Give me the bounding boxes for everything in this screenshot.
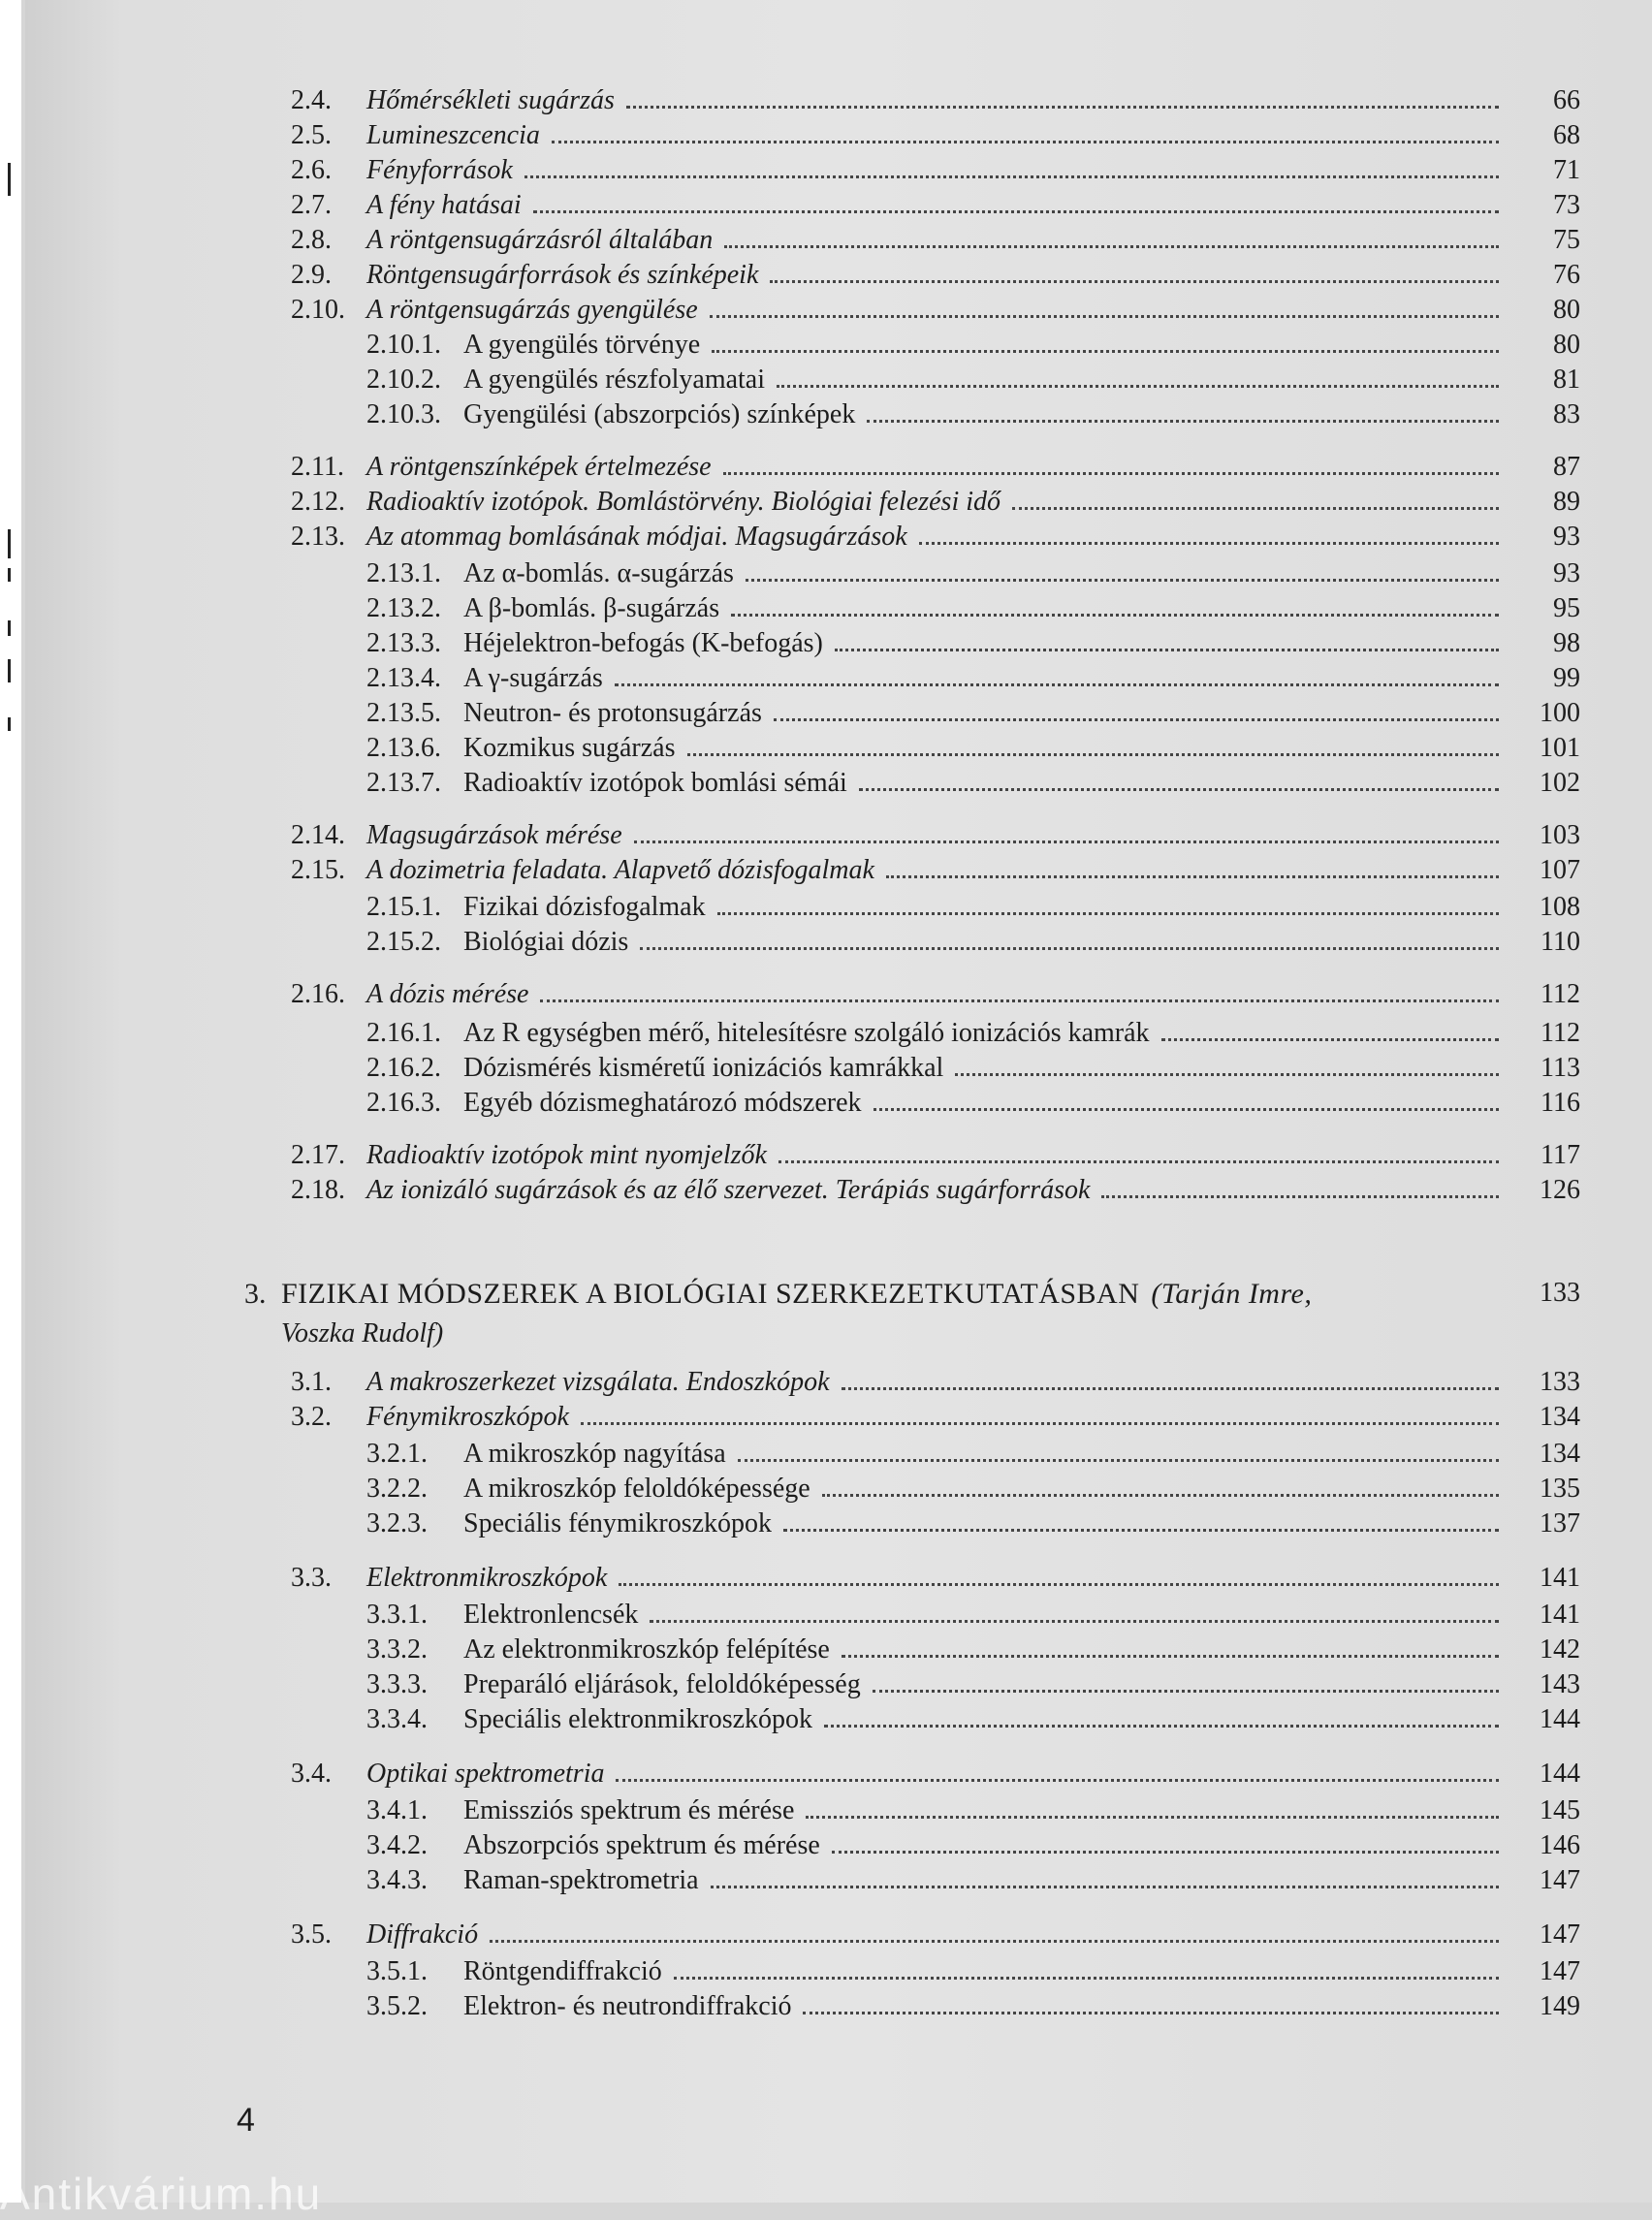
toc-entry bbox=[366, 768, 1580, 807]
toc-entry-number: 3.5.2. bbox=[366, 1991, 428, 2021]
toc-entry-page: 73 bbox=[1553, 190, 1580, 220]
toc-entry bbox=[366, 558, 1580, 597]
toc-entry-page: 68 bbox=[1553, 120, 1580, 150]
dot-leader bbox=[835, 649, 1499, 651]
dot-leader bbox=[777, 385, 1499, 388]
dot-leader bbox=[1101, 1195, 1499, 1198]
toc-entry bbox=[366, 365, 1580, 403]
dot-leader bbox=[626, 106, 1499, 109]
toc-entry bbox=[366, 663, 1580, 702]
toc-entry-number: 3.4.2. bbox=[366, 1830, 428, 1860]
toc-entry-title: Speciális elektronmikroszkópok bbox=[463, 1704, 813, 1734]
dot-leader bbox=[723, 472, 1499, 475]
toc-entry-title: Preparáló eljárások, feloldóképesség bbox=[463, 1669, 861, 1699]
toc-entry-page: 141 bbox=[1540, 1600, 1580, 1630]
toc-entry-title: Az elektronmikroszkóp felépítése bbox=[463, 1634, 830, 1665]
toc-entry-title: Elektronlencsék bbox=[463, 1600, 639, 1630]
dot-leader bbox=[806, 1816, 1499, 1819]
toc-entry-number: 3.4.3. bbox=[366, 1865, 428, 1895]
chapter-page: 133 bbox=[1540, 1278, 1580, 1308]
toc-entry bbox=[366, 1018, 1580, 1057]
dot-leader bbox=[616, 1779, 1499, 1782]
dot-leader bbox=[615, 683, 1499, 686]
toc-entry-page: 145 bbox=[1540, 1795, 1580, 1825]
toc-entry-number: 2.10.1. bbox=[366, 330, 441, 360]
dot-leader bbox=[886, 875, 1499, 878]
dot-leader bbox=[774, 718, 1499, 721]
toc-entry-number: 2.13.2. bbox=[366, 593, 441, 623]
toc-entry bbox=[291, 979, 1580, 1018]
toc-entry-page: 93 bbox=[1553, 558, 1580, 588]
toc-entry-page: 146 bbox=[1540, 1830, 1580, 1860]
toc-entry-title: Elektron- és neutrondiffrakció bbox=[463, 1991, 792, 2021]
toc-entry-title: Egyéb dózismeghatározó módszerek bbox=[463, 1088, 862, 1118]
toc-entry bbox=[366, 1508, 1580, 1547]
toc-entry bbox=[291, 1175, 1580, 1214]
toc-entry bbox=[291, 452, 1580, 491]
chapter-heading bbox=[244, 1278, 1580, 1316]
toc-entry-page: 99 bbox=[1553, 663, 1580, 693]
toc-entry-number: 2.7. bbox=[291, 190, 332, 220]
toc-entry-title: A mikroszkóp feloldóképessége bbox=[463, 1474, 810, 1504]
dot-leader bbox=[724, 245, 1499, 248]
toc-entry-title: Az R egységben mérő, hitelesítésre szolgáló ionizációs kamrák bbox=[463, 1018, 1150, 1048]
toc-entry-title: Emissziós spektrum és mérése bbox=[463, 1795, 795, 1825]
toc-entry bbox=[366, 733, 1580, 772]
dot-leader bbox=[490, 1940, 1499, 1943]
toc-entry bbox=[291, 155, 1580, 194]
toc-entry bbox=[291, 295, 1580, 333]
toc-entry-page: 112 bbox=[1541, 979, 1580, 1009]
toc-entry bbox=[366, 1704, 1580, 1743]
toc-entry-title: Gyengülési (abszorpciós) színképek bbox=[463, 399, 856, 429]
toc-entry bbox=[291, 260, 1580, 299]
toc-entry-title: Röntgendiffrakció bbox=[463, 1956, 662, 1986]
toc-entry-title: Magsugárzások mérése bbox=[366, 820, 622, 850]
toc-entry-page: 80 bbox=[1553, 330, 1580, 360]
toc-entry bbox=[291, 190, 1580, 229]
toc-entry-title: A dozimetria feladata. Alapvető dózisfogalmak bbox=[366, 855, 874, 885]
toc-entry-page: 103 bbox=[1540, 820, 1580, 850]
chapter-authors-continued: Voszka Rudolf) bbox=[281, 1318, 444, 1348]
toc-entry-title: A mikroszkóp nagyítása bbox=[463, 1439, 726, 1469]
chapter-number: 3. bbox=[244, 1278, 267, 1310]
toc-entry bbox=[366, 1865, 1580, 1904]
toc-entry bbox=[366, 927, 1580, 966]
toc-entry-title: Kozmikus sugárzás bbox=[463, 733, 676, 763]
toc-entry-title: Fénymikroszkópok bbox=[366, 1402, 569, 1432]
toc-entry-title: A gyengülés részfolyamatai bbox=[463, 365, 766, 395]
toc-entry-title: Az atommag bomlásának módjai. Magsugárzások bbox=[366, 522, 907, 552]
toc-entry-page: 75 bbox=[1553, 225, 1580, 255]
toc-entry bbox=[291, 1402, 1580, 1441]
toc-entry-number: 2.12. bbox=[291, 487, 345, 517]
toc-entry-number: 2.13.3. bbox=[366, 628, 441, 658]
toc-entry bbox=[291, 820, 1580, 859]
toc-entry-page: 134 bbox=[1540, 1439, 1580, 1469]
toc-entry-number: 3.2.1. bbox=[366, 1439, 428, 1469]
toc-entry bbox=[366, 1439, 1580, 1477]
toc-entry-title: A gyengülés törvénye bbox=[463, 330, 701, 360]
toc-entry-title: Neutron- és protonsugárzás bbox=[463, 698, 762, 728]
toc-entry bbox=[366, 628, 1580, 667]
toc-entry-page: 142 bbox=[1540, 1634, 1580, 1665]
dot-leader bbox=[540, 999, 1499, 1002]
toc-entry-title: Abszorpciós spektrum és mérése bbox=[463, 1830, 820, 1860]
toc-entry-page: 87 bbox=[1553, 452, 1580, 482]
toc-entry bbox=[366, 330, 1580, 368]
dot-leader bbox=[824, 1725, 1499, 1728]
toc-entry-number: 2.13.1. bbox=[366, 558, 441, 588]
toc-entry-page: 149 bbox=[1540, 1991, 1580, 2021]
dot-leader bbox=[533, 210, 1499, 213]
dot-leader bbox=[842, 1387, 1500, 1390]
toc-entry bbox=[366, 1634, 1580, 1673]
dot-leader bbox=[712, 350, 1499, 353]
toc-entry-title: Biológiai dózis bbox=[463, 927, 629, 957]
toc-entry-number: 2.18. bbox=[291, 1175, 345, 1205]
toc-entry-page: 137 bbox=[1540, 1508, 1580, 1538]
toc-entry-number: 3.1. bbox=[291, 1367, 332, 1397]
dot-leader bbox=[770, 280, 1499, 283]
toc-entry bbox=[366, 1956, 1580, 1995]
toc-entry-page: 147 bbox=[1540, 1865, 1580, 1895]
toc-entry-title: Radioaktív izotópok. Bomlástörvény. Biológiai felezési idő bbox=[366, 487, 1001, 517]
toc-entry-page: 100 bbox=[1540, 698, 1580, 728]
dot-leader bbox=[738, 1459, 1499, 1462]
toc-entry bbox=[366, 892, 1580, 931]
toc-entry-title: Fizikai dózisfogalmak bbox=[463, 892, 706, 922]
toc-entry-number: 3.5.1. bbox=[366, 1956, 428, 1986]
toc-entry-number: 3.4.1. bbox=[366, 1795, 428, 1825]
toc-entry-page: 93 bbox=[1553, 522, 1580, 552]
dot-leader bbox=[717, 912, 1499, 915]
toc-entry-page: 83 bbox=[1553, 399, 1580, 429]
toc-entry bbox=[291, 522, 1580, 560]
toc-entry-number: 3.3.3. bbox=[366, 1669, 428, 1699]
dot-leader bbox=[955, 1073, 1499, 1076]
dot-leader bbox=[581, 1422, 1499, 1425]
toc-entry-page: 134 bbox=[1540, 1402, 1580, 1432]
dot-leader bbox=[783, 1529, 1499, 1532]
toc-entry bbox=[291, 120, 1580, 159]
toc-entry-number: 2.10.3. bbox=[366, 399, 441, 429]
toc-entry-number: 2.10. bbox=[291, 295, 345, 325]
toc-entry bbox=[366, 698, 1580, 737]
toc-entry-title: Optikai spektrometria bbox=[366, 1759, 605, 1789]
toc-entry-title: Az ionizáló sugárzások és az élő szervezet. Terápiás sugárforrások bbox=[366, 1175, 1091, 1205]
toc-entry bbox=[366, 399, 1580, 438]
dot-leader bbox=[842, 1655, 1499, 1658]
toc-entry-title: A röntgensugárzás gyengülése bbox=[366, 295, 698, 325]
toc-entry-title: Radioaktív izotópok bomlási sémái bbox=[463, 768, 847, 798]
toc-entry-page: 113 bbox=[1541, 1053, 1580, 1083]
toc-entry-page: 147 bbox=[1540, 1956, 1580, 1986]
dot-leader bbox=[731, 614, 1499, 617]
toc-entry bbox=[291, 1759, 1580, 1797]
toc-entry-number: 3.2.3. bbox=[366, 1508, 428, 1538]
toc-entry-page: 107 bbox=[1540, 855, 1580, 885]
toc-entry bbox=[366, 1053, 1580, 1092]
toc-entry-number: 2.8. bbox=[291, 225, 332, 255]
toc-entry-number: 3.5. bbox=[291, 1919, 332, 1950]
toc-entry bbox=[291, 1563, 1580, 1602]
toc-entry-number: 2.5. bbox=[291, 120, 332, 150]
toc-entry-number: 2.13. bbox=[291, 522, 345, 552]
toc-entry-title: A fény hatásai bbox=[366, 190, 522, 220]
dot-leader bbox=[873, 1690, 1499, 1693]
toc-entry-page: 66 bbox=[1553, 85, 1580, 115]
toc-entry-page: 76 bbox=[1553, 260, 1580, 290]
toc-entry bbox=[291, 1140, 1580, 1179]
toc-entry-page: 81 bbox=[1553, 365, 1580, 395]
toc-entry-number: 3.2.2. bbox=[366, 1474, 428, 1504]
toc-entry-number: 2.13.4. bbox=[366, 663, 441, 693]
dot-leader bbox=[822, 1494, 1499, 1497]
toc-entry-title: A röntgenszínképek értelmezése bbox=[366, 452, 712, 482]
dot-leader bbox=[634, 840, 1499, 843]
watermark: Antikvárium.hu bbox=[0, 2169, 323, 2219]
toc-entry-page: 98 bbox=[1553, 628, 1580, 658]
toc-entry-title: A dózis mérése bbox=[366, 979, 529, 1009]
toc-entry bbox=[291, 855, 1580, 894]
page-number: 4 bbox=[237, 2102, 255, 2139]
toc-entry-number: 3.3.1. bbox=[366, 1600, 428, 1630]
toc-entry-title: Radioaktív izotópok mint nyomjelzők bbox=[366, 1140, 767, 1170]
toc-entry-page: 117 bbox=[1541, 1140, 1580, 1170]
toc-entry-title: Röntgensugárforrások és színképeik bbox=[366, 260, 759, 290]
toc-entry-page: 144 bbox=[1540, 1704, 1580, 1734]
dot-leader bbox=[552, 141, 1499, 143]
toc-entry-number: 2.15. bbox=[291, 855, 345, 885]
toc-entry-page: 135 bbox=[1540, 1474, 1580, 1504]
toc-entry-title: Lumineszcencia bbox=[366, 120, 540, 150]
dot-leader bbox=[803, 2012, 1499, 2014]
toc-entry-number: 2.6. bbox=[291, 155, 332, 185]
toc-entry-number: 2.10.2. bbox=[366, 365, 441, 395]
toc-entry-title: Speciális fénymikroszkópok bbox=[463, 1508, 773, 1538]
toc-entry-page: 89 bbox=[1553, 487, 1580, 517]
toc-entry-page: 110 bbox=[1541, 927, 1580, 957]
toc-entry-page: 133 bbox=[1540, 1367, 1580, 1397]
toc-entry bbox=[366, 1830, 1580, 1869]
toc-entry-number: 2.16.2. bbox=[366, 1053, 441, 1083]
toc-entry-number: 3.3.2. bbox=[366, 1634, 428, 1665]
toc-entry-page: 108 bbox=[1540, 892, 1580, 922]
toc-entry-title: A γ-sugárzás bbox=[463, 663, 603, 693]
toc-entry bbox=[366, 1088, 1580, 1126]
dot-leader bbox=[1161, 1038, 1499, 1041]
dot-leader bbox=[867, 420, 1499, 423]
dot-leader bbox=[650, 1620, 1499, 1623]
toc-entry-number: 2.16.1. bbox=[366, 1018, 441, 1048]
toc-entry-number: 2.4. bbox=[291, 85, 332, 115]
toc-entry bbox=[366, 1669, 1580, 1708]
dot-leader bbox=[640, 947, 1499, 950]
toc-entry-number: 3.4. bbox=[291, 1759, 332, 1789]
toc-entry bbox=[291, 85, 1580, 124]
toc-entry-page: 141 bbox=[1540, 1563, 1580, 1593]
toc-entry-title: A β-bomlás. β-sugárzás bbox=[463, 593, 720, 623]
toc-entry-number: 2.9. bbox=[291, 260, 332, 290]
toc-entry-page: 116 bbox=[1541, 1088, 1580, 1118]
toc-entry-page: 80 bbox=[1553, 295, 1580, 325]
dot-leader bbox=[778, 1160, 1499, 1163]
toc-entry bbox=[366, 1991, 1580, 2030]
dot-leader bbox=[674, 1977, 1499, 1980]
dot-leader bbox=[832, 1851, 1499, 1854]
toc-entry-title: Hőmérsékleti sugárzás bbox=[366, 85, 615, 115]
toc-entry-number: 2.15.1. bbox=[366, 892, 441, 922]
toc-entry-page: 144 bbox=[1540, 1759, 1580, 1789]
toc-entry bbox=[366, 593, 1580, 632]
toc-entry-number: 2.16.3. bbox=[366, 1088, 441, 1118]
toc-entry-page: 112 bbox=[1541, 1018, 1580, 1048]
toc-entry-title: Az α-bomlás. α-sugárzás bbox=[463, 558, 734, 588]
toc-entry-number: 2.13.6. bbox=[366, 733, 441, 763]
toc-entry-number: 2.14. bbox=[291, 820, 345, 850]
dot-leader bbox=[859, 788, 1499, 791]
toc-entry bbox=[366, 1795, 1580, 1834]
dot-leader bbox=[687, 753, 1499, 756]
toc-entry-page: 101 bbox=[1540, 733, 1580, 763]
toc-entry-number: 2.11. bbox=[291, 452, 344, 482]
toc-entry bbox=[291, 487, 1580, 525]
toc-entry bbox=[291, 1919, 1580, 1958]
chapter-title: FIZIKAI MÓDSZEREK A BIOLÓGIAI SZERKEZETKUTATÁSBAN bbox=[281, 1278, 1140, 1310]
toc-entry-page: 126 bbox=[1540, 1175, 1580, 1205]
dot-leader bbox=[619, 1583, 1499, 1586]
dot-leader bbox=[711, 1886, 1499, 1888]
toc-entry-title: Dózismérés kisméretű ionizációs kamrákkal bbox=[463, 1053, 944, 1083]
toc-entry-title: Elektronmikroszkópok bbox=[366, 1563, 608, 1593]
toc-entry-title: Raman-spektrometria bbox=[463, 1865, 699, 1895]
dot-leader bbox=[710, 315, 1499, 318]
toc-entry bbox=[366, 1600, 1580, 1638]
toc-entry-number: 2.15.2. bbox=[366, 927, 441, 957]
dot-leader bbox=[919, 542, 1499, 545]
toc-entry bbox=[291, 225, 1580, 264]
dot-leader bbox=[874, 1108, 1499, 1111]
toc-entry-number: 2.13.7. bbox=[366, 768, 441, 798]
toc-entry-number: 3.3.4. bbox=[366, 1704, 428, 1734]
dot-leader bbox=[1012, 507, 1499, 510]
toc-entry-number: 3.2. bbox=[291, 1402, 332, 1432]
toc-entry-page: 71 bbox=[1553, 155, 1580, 185]
toc-entry-number: 2.17. bbox=[291, 1140, 345, 1170]
toc-entry-number: 2.13.5. bbox=[366, 698, 441, 728]
toc-entry-page: 143 bbox=[1540, 1669, 1580, 1699]
dot-leader bbox=[524, 175, 1499, 178]
toc-entry-number: 3.3. bbox=[291, 1563, 332, 1593]
toc-entry bbox=[291, 1367, 1580, 1406]
toc-entry-title: A makroszerkezet vizsgálata. Endoszkópok bbox=[366, 1367, 830, 1397]
toc-entry-title: A röntgensugárzásról általában bbox=[366, 225, 714, 255]
dot-leader bbox=[746, 579, 1499, 582]
toc-entry bbox=[366, 1474, 1580, 1512]
toc-entry-page: 147 bbox=[1540, 1919, 1580, 1950]
chapter-authors: (Tarján Imre, bbox=[1151, 1278, 1313, 1310]
toc-entry-page: 95 bbox=[1553, 593, 1580, 623]
toc-entry-title: Héjelektron-befogás (K-befogás) bbox=[463, 628, 823, 658]
toc-entry-title: Fényforrások bbox=[366, 155, 513, 185]
toc-entry-number: 2.16. bbox=[291, 979, 345, 1009]
toc-entry-page: 102 bbox=[1540, 768, 1580, 798]
toc-entry-title: Diffrakció bbox=[366, 1919, 479, 1950]
